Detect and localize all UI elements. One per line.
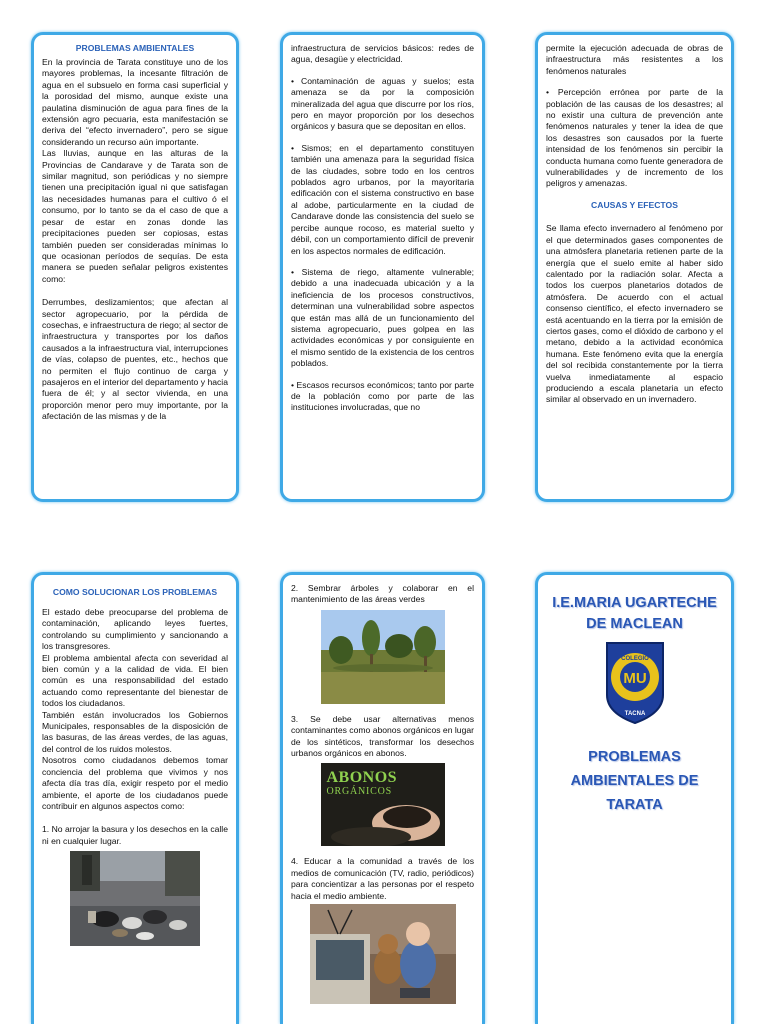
list-item: 4. Educar a la comunidad a través de los medios de comunicación (TV, radio, periódicos) para concientizar a las personas por el respeto hacia el medio ambiente.	[291, 856, 474, 901]
section-heading: CAUSAS Y EFECTOS	[591, 199, 678, 210]
paragraph: En la provincia de Tarata constituye uno de los mayores problemas, la incesante filtración de agua en el subsuelo en forma casi superficial y la porosidad del mismo, aunque existe una paulatina disminución de agua para fines de la extensión agro pecuaria, esta manifestación se deriva del “efecto invernadero”, pero se sigue considerando un recurso aún importante.	[42, 57, 228, 147]
svg-text:MU: MU	[622, 670, 647, 687]
school-name-line: I.E.MARIA UGARTECHE	[552, 595, 717, 611]
paragraph: infraestructura de servicios básicos: redes de agua, desagüe y electricidad.	[291, 43, 474, 65]
panel-causas-efectos	[535, 32, 734, 502]
school-name	[546, 593, 723, 635]
brochure-title-line: AMBIENTALES DE	[570, 773, 699, 789]
paragraph: El estado debe preocuparse del problema de contaminación, aplicando leyes fuertes, controlando su cumplimiento y sancionando a los transgresores.	[42, 607, 228, 652]
panel-text	[42, 57, 228, 423]
panel-text	[42, 607, 228, 847]
paragraph: Las lluvias, aunque en las alturas de la Provincias de Candarave y de Tarata son de similar magnitud, son periódicas y no siempre tienen una precipitación igual ni que satisfagan las necesidades humanas para el cultivo ó el consumo, por lo tanto se da el caso de que a pesar de estar en zonas donde las precipitaciones pueden ser copiosas, estas también pueden ser consideradas mínimas lo que ocasionan períodos de sequías. De esta manera se pueden señalar peligros existentes como:	[42, 148, 228, 284]
panel-como-solucionar	[31, 572, 239, 1024]
panel-portada	[535, 572, 734, 1024]
paragraph: permite la ejecución adecuada de obras de infraestructura más resistentes a los fenómenos naturales	[546, 43, 723, 76]
list-item: 2. Sembrar árboles y colaborar en el mantenimiento de las áreas verdes	[291, 583, 474, 605]
panel-problemas-ambientales	[31, 32, 239, 502]
abonos-subtitle: ORGÁNICOS	[326, 786, 393, 798]
paragraph: • Sistema de riego, altamente vulnerable; debido a una inadecuada ubicación y a la ineficiencia de los procesos constructivos, determinan una vulnerabilidad sobre aspectos que están mas allá de un funcionamiento del sistema agropecuario, pues golpea en las actividades económicas y por consiguiente en el mismo sentido de la existencia de los centros poblados.	[291, 266, 474, 369]
paragraph: El problema ambiental afecta con severidad al bien común y a la calidad de vida. El bien común es una responsabilidad del estado actuando como representante del bienestar de todos los ciudadanos.	[42, 652, 228, 709]
school-name-line: DE MACLEAN	[586, 616, 683, 632]
paragraph: • Sismos; en el departamento constituyen también una amenaza para la seguridad física de las ciudades, sobre todo en los centros poblados agro urbanos, por la mayoritaria edificación con el sistema constructivo en base al adobe, particularmente en la ciudad de Candarave donde las consistencia del suelo se percibe aunque rocoso, es material suelto y débil, con un comportamiento difícil de prevenir en los aspectos normales de edificación.	[291, 142, 474, 256]
paragraph: • Escasos recursos económicos; tanto por parte de la población como por parte de las instituciones involucradas, que no	[291, 379, 474, 413]
panel-acciones	[280, 572, 485, 1024]
brochure-title-line: TARATA	[606, 797, 663, 813]
school-crest-icon	[604, 641, 666, 725]
paragraph: Se llama efecto invernadero al fenómeno por el que determinados gases componentes de una atmósfera planetaria retienen parte de la energía que el suelo emite al haber sido calentado por la radiación solar. Afecta a todos los cuerpos planetarios dotados de atmósfera. De acuerdo con el actual consenso científico, el efecto invernadero se está acentuando en la tierra por la emisión de ciertos gases, como el dióxido de carbono y el metano, debido a la actividad económica humana. Este fenómeno evita que la energía del sol recibida constantemente por la tierra vuelva inmediatamente al espacio produciendo a escala planetaria un efecto similar al observado en un invernadero.	[546, 223, 723, 405]
brochure-title	[546, 745, 723, 817]
section-heading: PROBLEMAS AMBIENTALES	[75, 43, 195, 53]
paragraph: También están involucrados los Gobiernos Municipales, responsables de la disposición de las basuras, de las áreas verdes, de las aguas, del control de los ruidos molestos.	[42, 709, 228, 754]
brochure-title-line: PROBLEMAS	[588, 749, 681, 765]
section-heading: COMO SOLUCIONAR LOS PROBLEMAS	[52, 587, 218, 597]
child-tv-photo	[310, 904, 456, 1004]
abonos-organicos-photo	[321, 763, 445, 846]
list-item: 3. Se debe usar alternativas menos contaminantes como abonos orgánicos en lugar de los sintéticos, transformar los desechos urbanos orgánicos en abonos.	[291, 713, 474, 759]
list-item: 1. No arrojar la basura y los desechos en la calle ni en cualquier lugar.	[42, 824, 228, 846]
street-trash-photo	[70, 851, 200, 946]
panel-text	[291, 856, 474, 902]
panel-text	[291, 43, 474, 414]
panel-text	[546, 43, 723, 406]
trees-photo	[321, 610, 445, 704]
panel-text	[291, 714, 474, 760]
crest-top-text: COLEGIO	[620, 656, 649, 662]
paragraph: Derrumbes, deslizamientos; que afectan al sector agropecuario, por la pérdida de cosechas, e infraestructura de riego; al sector de infraestructura y transportes por los daños causados a la infraestructura vial, interrupciones de vías, colapso de puentes, etc., hechos que no permiten el flujo continuo de carga y pasajeros en el interior del departamento y hacia fuera de él; y al sector vivienda, en una proporción menor pero muy importante, por la afectación de las mismas y de la	[42, 297, 228, 422]
abonos-title: ABONOS	[326, 769, 398, 787]
panel-text	[291, 583, 474, 606]
panel-amenazas	[280, 32, 485, 502]
crest-bottom-text: TACNA	[624, 711, 645, 717]
paragraph: • Percepción errónea por parte de la población de las causas de los desastres; al no existir una cultura de prevención ante fenómenos naturales y tener la idea de que los desastres son causados por la fuerte intensidad de los fenómenos sin percibir la conducta humana como fuente generadora de vulnerabilidades y de incremento de los peligros y amenazas.	[546, 87, 723, 189]
paragraph: • Contaminación de aguas y suelos; esta amenaza se da por la composición mineralizada del agua que discurre por los ríos, pero en mayor proporción por los desechos orgánicos y basura que se depositan en ellos.	[291, 75, 474, 132]
paragraph: Nosotros como ciudadanos debemos tomar conciencia del problema que vivimos y nos afecta día tras día, exigir respeto por el medio ambiente, el aporte de los ciudadanos puede contribuir en algunos aspectos como:	[42, 755, 228, 811]
